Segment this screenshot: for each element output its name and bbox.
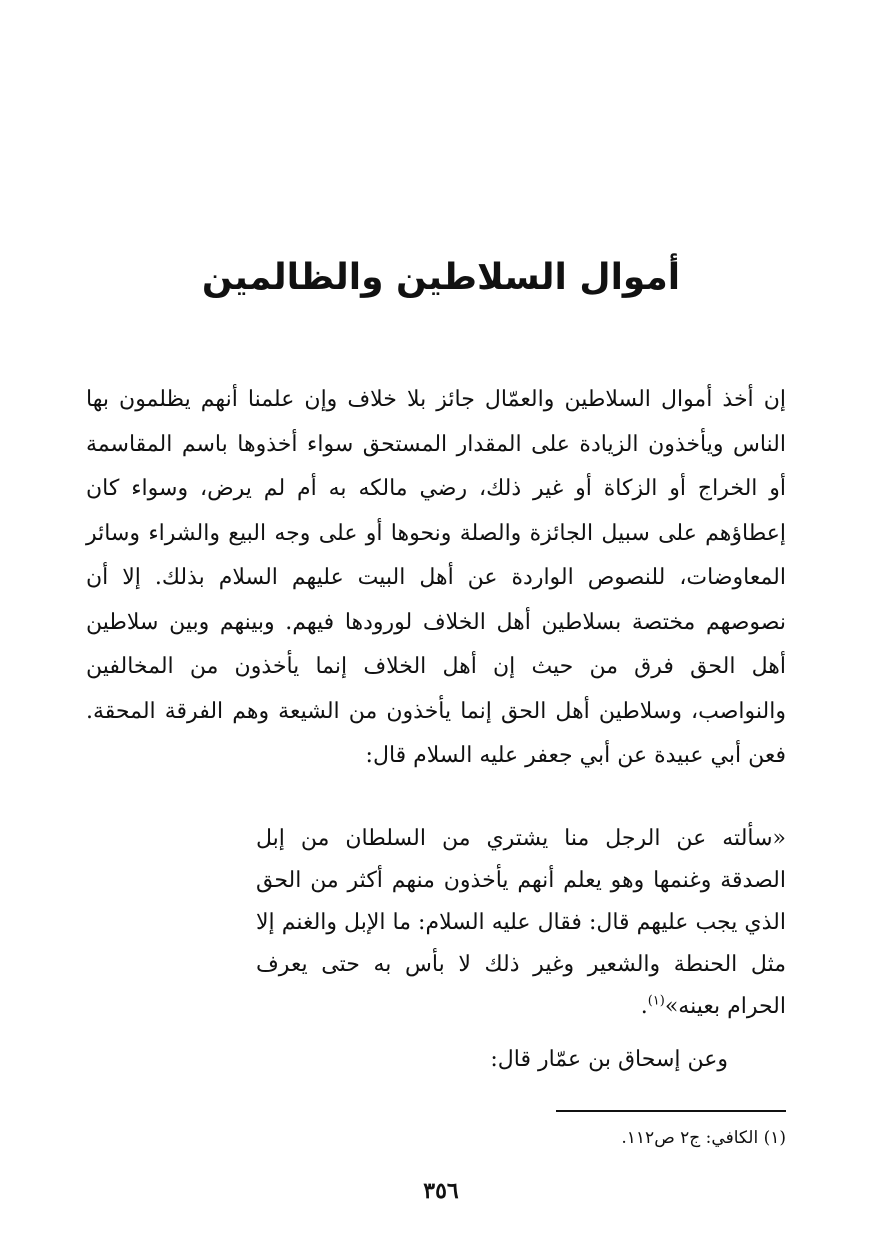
main-paragraph: إن أخذ أموال السلاطين والعمّال جائز بلا خلاف وإن علمنا أنهم يظلمون بها الناس ويأخذون الزيادة على المقدار المستحق سواء أخذوها باسم المقاسمة أو الخراج أو الزكاة أو غير ذلك، رضي مالكه به أم لم يرض، وسواء كان إعطاؤهم على سبيل الجائزة والصلة ونحوها أو على وجه البيع والشراء وسائر المعاوضات، للنصوص الواردة عن أهل البيت عليهم السلام بذلك. إلا أن نصوصهم مختصة بسلاطين أهل الخلاف لورودها فيهم. وبينهم وبين سلاطين أهل الحق فرق من حيث إن أهل الخلاف إنما يأخذون من المخالفين والنواصب، وسلاطين أهل الحق إنما يأخذون من الشيعة وهم الفرقة المحقة. فعن أبي عبيدة عن أبي جعفر عليه السلام قال: [86, 387, 786, 768]
hadith-quote [256, 818, 786, 1028]
footnote-divider [556, 1110, 786, 1112]
quote-text: «سألته عن الرجل منا يشتري من السلطان من إبل الصدقة وغنمها وهو يعلم أنهم يأخذون منهم أكثر من الحق الذي يجب عليهم قال: فقال عليه السلام: ما الإبل والغنم إلا مثل الحنطة والشعير وغير ذلك لا بأس به حتى يعرف الحرام بعينه» [256, 826, 786, 1019]
page-number: ٣٥٦ [423, 1178, 459, 1204]
chapter-title: أموال السلاطين والظالمين [201, 257, 681, 298]
quote-end-mark: . [640, 994, 648, 1019]
footnote: (١) الكافي: ج٢ ص١١٢. [621, 1128, 786, 1148]
next-narration-intro: وعن إسحاق بن عمّار قال: [490, 1047, 728, 1072]
footnote-marker[interactable]: (١) [647, 993, 665, 1009]
